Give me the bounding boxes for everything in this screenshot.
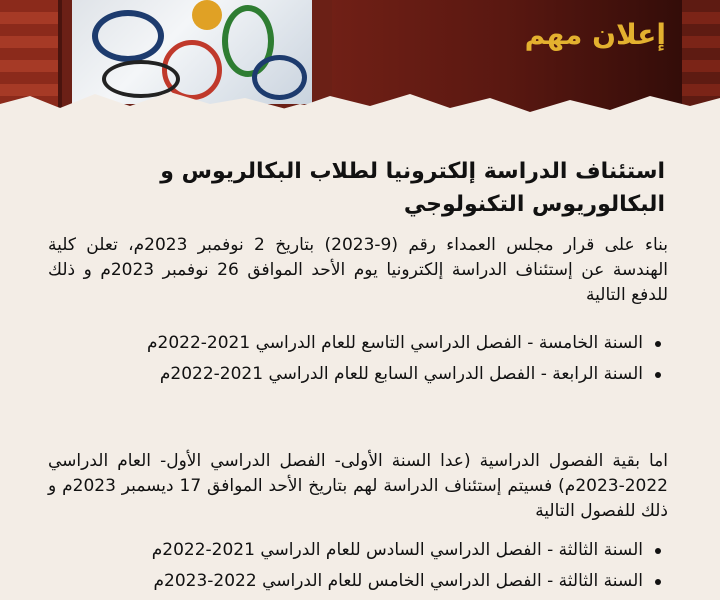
bullet-icon (655, 548, 661, 554)
list-item: السنة الرابعة - الفصل الدراسي السابع للعام الدراسي 2021-2022م (55, 362, 665, 387)
announcement-body (0, 145, 720, 600)
list-item: السنة الثالثة - الفصل الدراسي الخامس للعام الدراسي 2022-2023م (55, 569, 665, 594)
second-batch-list (55, 538, 665, 600)
list-item: السنة الثالثة - الفصل الدراسي السادس للعام الدراسي 2021-2022م (55, 538, 665, 563)
intro-paragraph: بناء على قرار مجلس العمداء رقم (9-2023) بتاريخ 2 نوفمبر 2023م، تعلن كلية الهندسة عن إستئناف الدراسة إلكترونيا يوم الأحد الموافق 26 نوفمبر 2023م و ذلك للدفع التالية (48, 235, 668, 305)
list-item: السنة الخامسة - الفصل الدراسي التاسع للعام الدراسي 2021-2022م (55, 331, 665, 356)
second-paragraph: اما بقية الفصول الدراسية (عدا السنة الأولى- الفصل الدراسي الأول- العام الدراسي 2022-2023م) فسيتم إستئناف الدراسة لهم بتاريخ الأحد الموافق 17 ديسمبر 2023م و ذلك للفصول التالية (48, 451, 668, 521)
bullet-icon (655, 341, 661, 347)
first-batch-list (55, 331, 665, 393)
torn-paper-edge (0, 84, 720, 120)
announcement-title: استئناف الدراسة إلكترونيا لطلاب البكالريوس و البكالوريوس التكنولوجي (160, 159, 665, 217)
bullet-icon (655, 372, 661, 378)
header-banner (0, 0, 720, 120)
announcement-heading: إعلان مهم (524, 18, 666, 51)
bullet-icon (655, 579, 661, 585)
